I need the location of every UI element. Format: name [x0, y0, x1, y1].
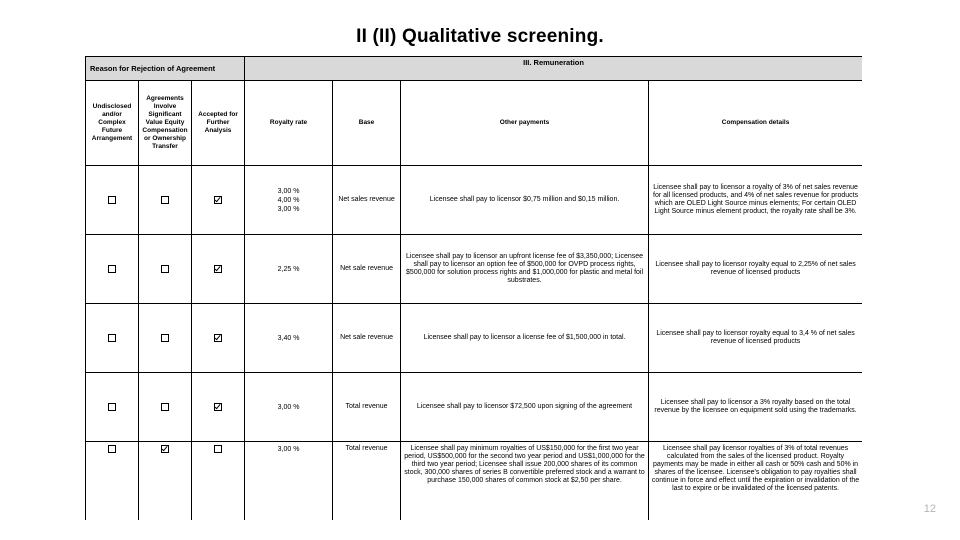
cell-significant — [139, 235, 192, 304]
cell-other-payments: Licensee shall pay to licensor $0,75 million and $0,15 million. — [401, 166, 649, 235]
royalty-rate-value: 3,40 % — [277, 334, 300, 342]
remuneration-table-container — [85, 56, 862, 520]
cell-significant — [139, 304, 192, 373]
table-row — [86, 166, 863, 235]
cell-other-payments: Licensee shall pay to licensor $72,500 upon signing of the agreement — [401, 373, 649, 442]
col-header-royalty: Royalty rate — [245, 81, 333, 166]
cell-base: Net sales revenue — [333, 166, 401, 235]
cell-royalty-rate — [245, 442, 333, 521]
significant-checkbox[interactable] — [161, 334, 169, 342]
cell-base: Net sale revenue — [333, 235, 401, 304]
undisclosed-checkbox[interactable] — [108, 196, 116, 204]
cell-undisclosed — [86, 304, 139, 373]
cell-base: Total revenue — [333, 373, 401, 442]
undisclosed-checkbox[interactable] — [108, 403, 116, 411]
col-header-undisclosed: Undisclosed and/or Complex Future Arrangement — [86, 81, 139, 166]
royalty-rate-value: 3,00 % — [277, 446, 300, 453]
cell-royalty-rate — [245, 304, 333, 373]
section-header-remuneration: III. Remuneration — [245, 57, 862, 81]
cell-undisclosed — [86, 442, 139, 521]
col-header-other: Other payments — [401, 81, 649, 166]
significant-checkbox[interactable] — [161, 403, 169, 411]
undisclosed-checkbox[interactable] — [108, 445, 116, 453]
cell-compensation-details: Licensee shall pay to licensor royalty equal to 3,4 % of net sales revenue of licensed products — [649, 304, 862, 373]
section-header-rejection: Reason for Rejection of Agreement — [86, 57, 245, 81]
cell-base: Total revenue — [333, 442, 401, 521]
cell-compensation-details: Licensee shall pay to licensor royalty equal to 2,25% of net sales revenue of licensed products — [649, 235, 862, 304]
cell-significant — [139, 442, 192, 521]
significant-checkbox[interactable] — [161, 265, 169, 273]
cell-royalty-rate — [245, 235, 333, 304]
cell-undisclosed — [86, 166, 139, 235]
remuneration-table — [85, 56, 862, 520]
cell-accepted — [192, 235, 245, 304]
page-number: 12 — [923, 503, 936, 515]
cell-significant — [139, 166, 192, 235]
cell-compensation-details: Licensee shall pay to licensor a royalty of 3% of net sales revenue for all licensed products, and 4% of net sales revenue for products which are OLED Light Source minus elements; For certain OLED Light Source minus element product, the royalty rate shall be 3%. — [649, 166, 862, 235]
slide-title: II (II) Qualitative screening. — [356, 26, 604, 47]
section-header-row — [86, 57, 863, 81]
cell-compensation-details: Licensee shall pay licensor royalties of 3% of total revenues calculated from the sales of the licensed product. Royalty payments may be made in either all cash or 50% cash and 50% in shares of the licensee. Licensee's obligation to pay royalties shall continue in force and effect until the expiration or invalidation of the last to expire or be invalidated of the licensed patents. — [649, 442, 862, 521]
col-header-accepted: Accepted for Further Analysis — [192, 81, 245, 166]
undisclosed-checkbox[interactable] — [108, 334, 116, 342]
column-header-row — [86, 81, 863, 166]
accepted-checkbox[interactable] — [214, 445, 222, 453]
accepted-checkbox[interactable] — [214, 403, 222, 411]
cell-compensation-details: Licensee shall pay to licensor a 3% royalty based on the total revenue by the licensee on equipment sold using the trademarks. — [649, 373, 862, 442]
significant-checkbox[interactable] — [161, 445, 169, 453]
table-body — [86, 166, 863, 521]
col-header-significant: Agreements Involve Significant Value Equity Compensation or Ownership Transfer — [139, 81, 192, 166]
accepted-checkbox[interactable] — [214, 265, 222, 273]
table-row — [86, 373, 863, 442]
cell-significant — [139, 373, 192, 442]
cell-undisclosed — [86, 235, 139, 304]
col-header-details: Compensation details — [649, 81, 862, 166]
significant-checkbox[interactable] — [161, 196, 169, 204]
col-header-base: Base — [333, 81, 401, 166]
cell-accepted — [192, 166, 245, 235]
accepted-checkbox[interactable] — [214, 196, 222, 204]
cell-base: Net sale revenue — [333, 304, 401, 373]
royalty-rate-value: 2,25 % — [277, 265, 300, 273]
table-row — [86, 442, 863, 521]
royalty-rate-value: 3,00 % — [277, 403, 300, 411]
undisclosed-checkbox[interactable] — [108, 265, 116, 273]
accepted-checkbox[interactable] — [214, 334, 222, 342]
cell-other-payments: Licensee shall pay minimum royalties of US$150,000 for the first two year period, US$500,000 for the second two year period and US$1,000,000 for the third two year period; Licensee shall issue 200,000 shares of its common stock, 300,000 shares of series B convertible preferred stock and a warrant to purchase 150,000 shares of common stock at $2,50 per share. — [401, 442, 649, 521]
cell-other-payments: Licensee shall pay to licensor a license fee of $1,500,000 in total. — [401, 304, 649, 373]
table-row — [86, 235, 863, 304]
cell-royalty-rate — [245, 373, 333, 442]
cell-other-payments: Licensee shall pay to licensor an upfront license fee of $3,350,000; Licensee shall pay to licensor an option fee of $500,000 for OVPD process rights, $500,000 for solution process rights and $1,000,000 for plastic and metal foil substrates. — [401, 235, 649, 304]
cell-accepted — [192, 442, 245, 521]
table-row — [86, 304, 863, 373]
cell-undisclosed — [86, 373, 139, 442]
royalty-rate-value: 4,00 % — [277, 196, 300, 204]
royalty-rate-value: 3,00 % — [277, 187, 300, 195]
cell-royalty-rate — [245, 166, 333, 235]
royalty-rate-value: 3,00 % — [277, 205, 300, 213]
cell-accepted — [192, 304, 245, 373]
cell-accepted — [192, 373, 245, 442]
